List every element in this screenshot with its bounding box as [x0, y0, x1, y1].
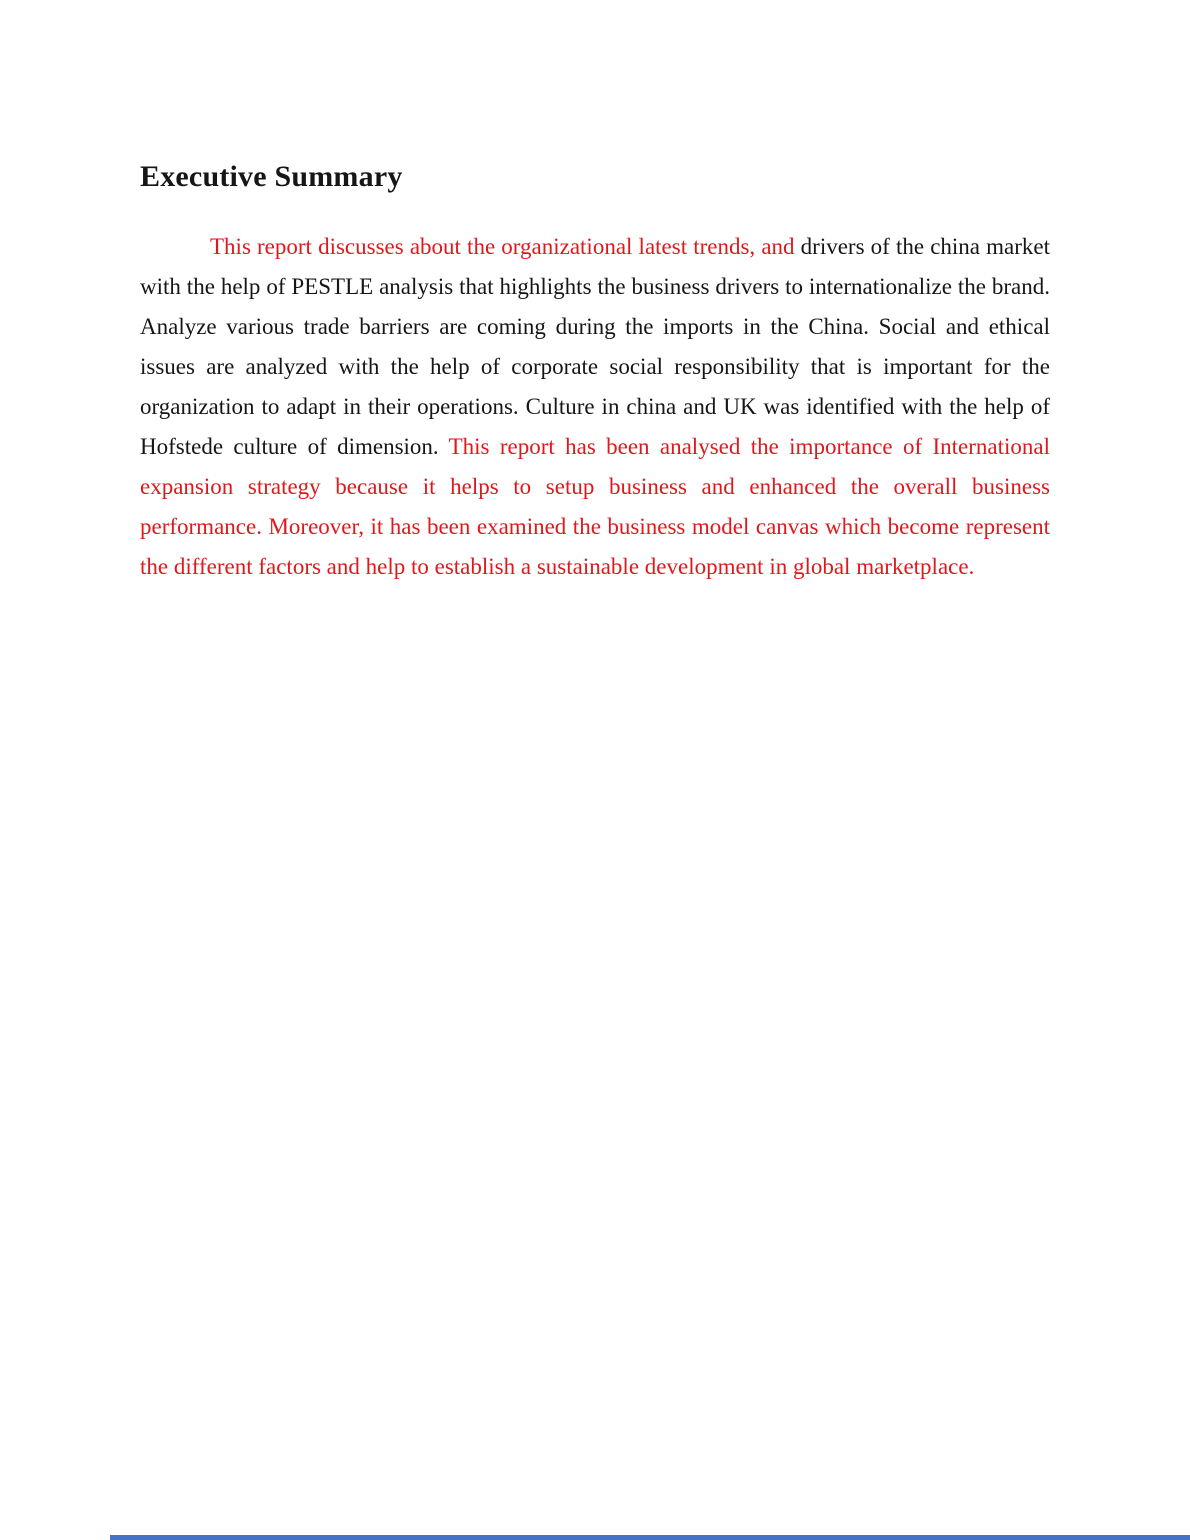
paragraph-segment-red-1: This report discusses about the organizational latest trends, and [210, 234, 801, 259]
document-content [140, 0, 1050, 587]
paragraph-segment-red-2: This report has been analysed the importance of International expansion strategy because it helps to setup business and enhanced the overall business performance. Moreover, it has been examined the business model canvas which become represent the different factors and help to establish a sustainable development in global marketplace. [140, 434, 1050, 579]
page-bottom-divider [110, 1535, 1190, 1540]
section-heading: Executive Summary [140, 160, 403, 193]
paragraph-segment-black: drivers of the china market with the help of PESTLE analysis that highlights the business drivers to internationalize the brand. Analyze various trade barriers are coming during the imports in the China. Social and ethical issues are analyzed with the help of corporate social responsibility that is important for the organization to adapt in their operations. Culture in china and UK was identified with the help of Hofstede culture of dimension. [140, 234, 1050, 459]
summary-paragraph [140, 227, 1050, 587]
